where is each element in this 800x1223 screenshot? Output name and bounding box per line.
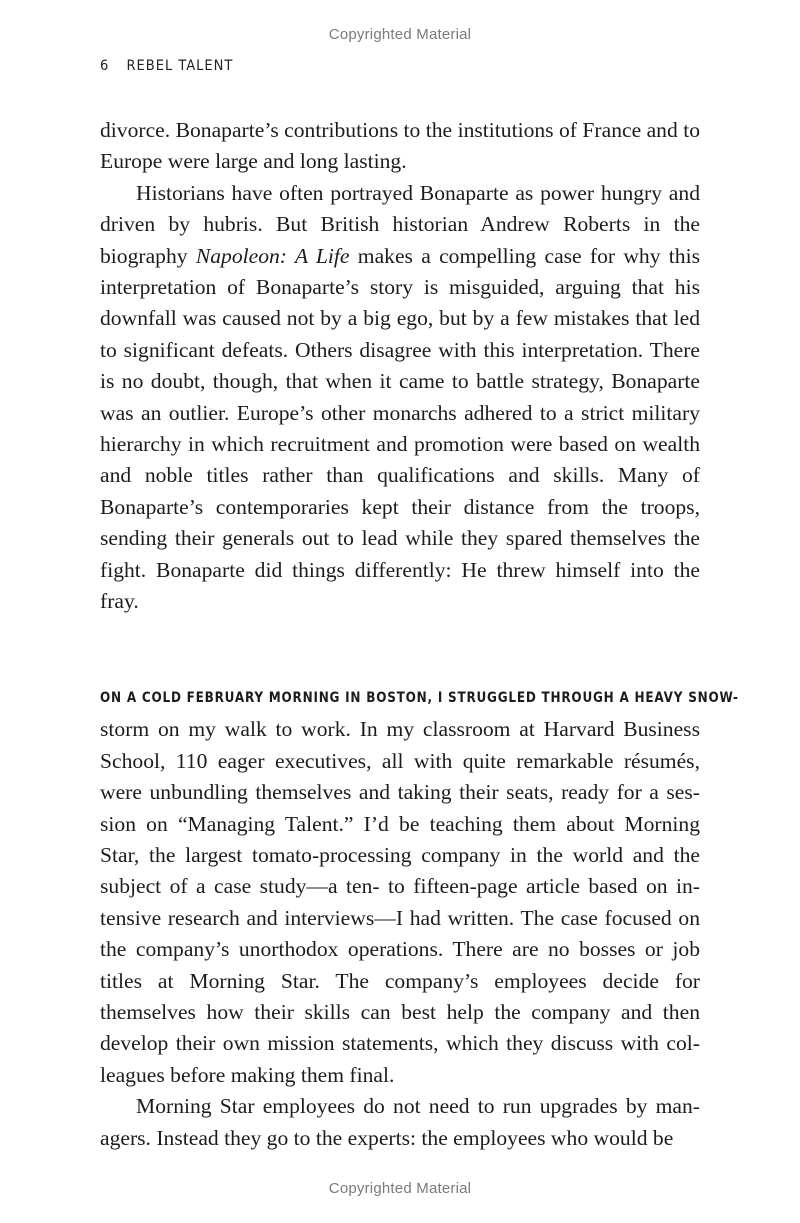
paragraph-text: Historians have often portrayed Bonaparte as power hungry and driven by hubris. But British historian Andrew Roberts in the biography — [100, 180, 700, 268]
paragraph: Morning Star employees do not need to run upgrades by managers. Instead they go to the experts: the employees who would be — [100, 1094, 700, 1150]
paragraph: divorce. Bonaparte’s contributions to the institutions of France and to Europe were large and long lasting. — [100, 118, 700, 174]
running-head — [100, 58, 233, 74]
book-title: REBEL TALENT — [126, 58, 234, 74]
section-opening-runin: ON A COLD FEBRUARY MORNING IN BOSTON, I STRUGGLED THROUGH A HEAVY SNOW- — [100, 690, 739, 706]
text-section-napoleon — [100, 115, 700, 618]
paragraph-historians — [100, 178, 700, 618]
copyright-watermark-bottom: Copyrighted Material — [328, 1180, 472, 1197]
book-title-italic: Napoleon: A Life — [195, 243, 350, 268]
paragraph-text: makes a compelling case for why this interpretation of Bonaparte’s story is misguided, arguing that his downfall was caused not by a big ego, but by a few mistakes that led to significant defeats. Others disagree with this interpretation. There is no doubt, though, that when it came to battle strategy, Bonaparte was an outlier. Europe’s other monarchs adhered to a strict military hierarchy in which recruitment and promotion were based on wealth and noble titles rather than qualifications and skills. Many of Bonaparte’s contemporaries kept their distance from the troops, sending their generals out to lead while they spared themselves the fight. Bonaparte did things differently: He threw himself into the fray. — [100, 243, 700, 614]
text-section-morning-star — [100, 680, 739, 1154]
page-number: 6 — [100, 58, 110, 74]
copyright-watermark-top: Copyrighted Material — [328, 26, 472, 43]
paragraph: storm on my walk to work. In my classroom at Harvard Business School, 110 eager executives, all with quite remarkable résumés, were unbundling themselves and taking their seats, ready for a session on “Managing Talent.” I’d be teaching them about Morning Star, the largest tomato-processing company in the world and the subject of a case study—a ten- to fifteen-page article based on intensive research and interviews—I had written. The case focused on the company’s unorthodox operations. There are no bosses or job titles at Morning Star. The company’s employees decide for themselves how their skills can best help the company and then develop their own mission statements, which they discuss with colleagues before making them final. — [100, 717, 700, 1087]
